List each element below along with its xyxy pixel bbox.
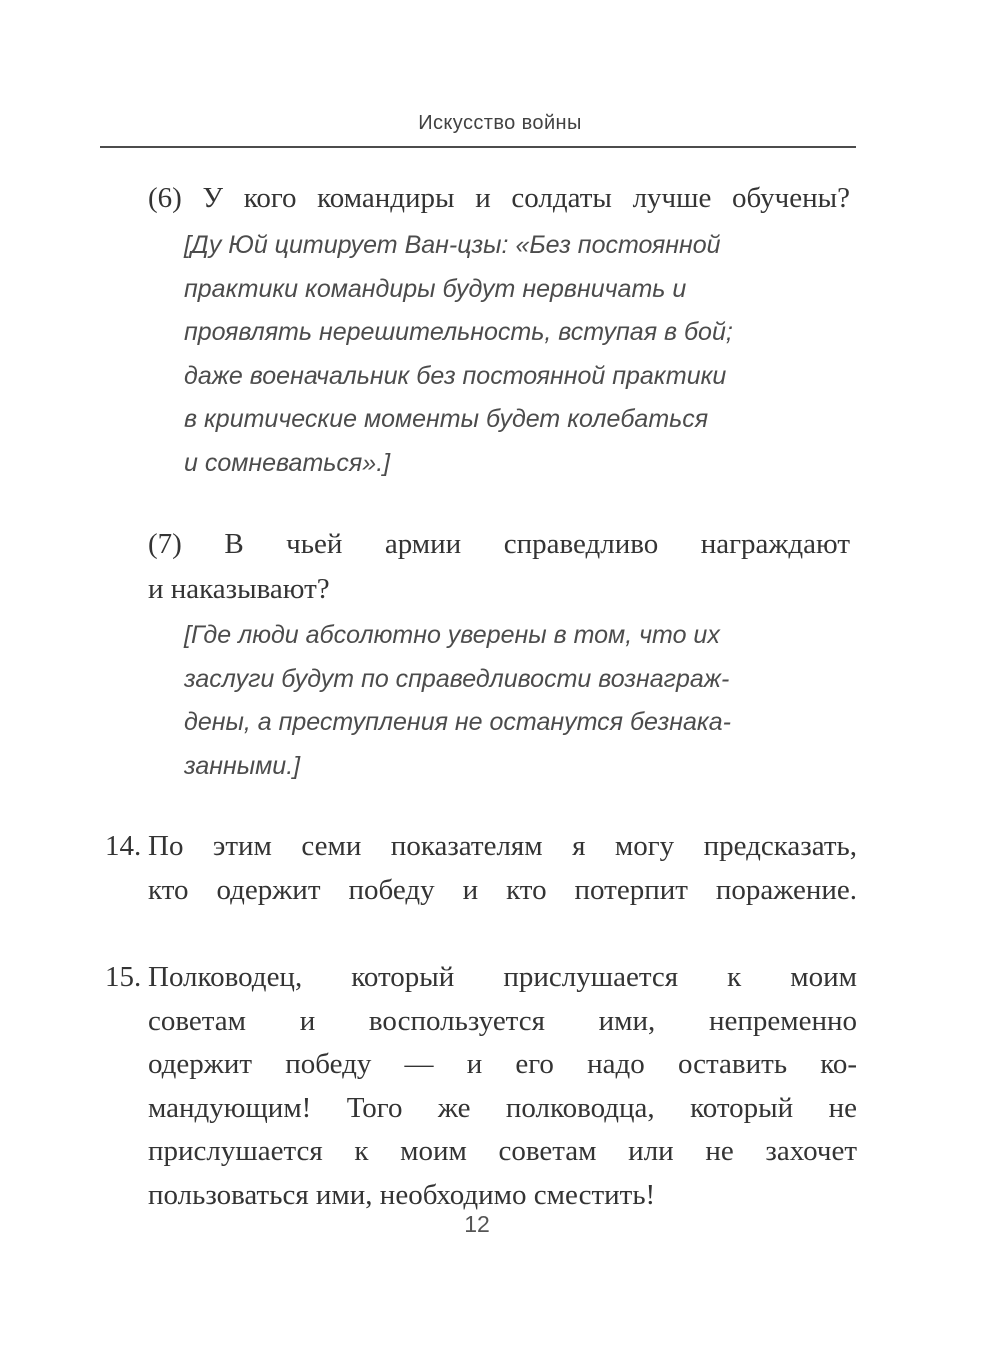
paragraph-line: мандующим! Того же полководца, который не — [148, 1091, 857, 1124]
commentary-line: в критические моменты будет колебаться — [184, 405, 709, 433]
commentary-line: практики командиры будут нервничать и — [184, 274, 687, 303]
commentary-line: и сомневаться».] — [184, 448, 391, 477]
paragraph-14 — [105, 824, 857, 912]
commentary-line: даже военачальник без постоянной практики — [184, 361, 727, 390]
paragraph-line: одержит победу — и его надо оставить ко- — [148, 1048, 857, 1080]
paragraph-line: кто одержит победу и кто потерпит поражение. — [148, 874, 857, 906]
heading-line: и наказывают? — [148, 573, 330, 605]
paragraph-14-text — [148, 824, 857, 912]
paragraph-15 — [105, 956, 857, 1217]
question-6-heading: (6) У кого командиры и солдаты лучше обучены? — [148, 182, 850, 214]
commentary-line: заслуги будут по справедливости вознаграж- — [184, 664, 730, 693]
commentary-line: занными.] — [184, 751, 301, 780]
question-7-commentary — [184, 614, 794, 788]
paragraph-line: Полководец, который прислушается к моим — [148, 961, 857, 993]
paragraph-line: советам и воспользуется ими, непременно — [148, 1004, 857, 1037]
paragraph-line: прислушается к моим советам или не захочет — [148, 1135, 857, 1167]
question-7-heading — [148, 522, 850, 612]
commentary-line: дены, а преступления не останутся безнака- — [184, 708, 731, 736]
commentary-line: [Где люди абсолютно уверены в том, что их — [184, 621, 720, 649]
page-number: 12 — [464, 1211, 490, 1237]
header-rule — [100, 146, 856, 148]
commentary-line: проявлять нерешительность, вступая в бой; — [184, 318, 733, 346]
commentary-line: [Ду Юй цитирует Ван-цзы: «Без постоянной — [184, 231, 721, 259]
paragraph-line: По этим семи показателям я могу предсказать, — [148, 830, 857, 862]
heading-line: (7) В чьей армии справедливо награждают — [148, 528, 850, 560]
paragraph-15-text — [148, 956, 857, 1217]
paragraph-line: пользоваться ими, необходимо сместить! — [148, 1178, 656, 1211]
paragraph-14-number: 14. — [105, 830, 142, 862]
running-header-title: Искусство войны — [418, 112, 582, 134]
paragraph-15-number: 15. — [105, 961, 142, 993]
question-6-commentary — [184, 224, 794, 485]
